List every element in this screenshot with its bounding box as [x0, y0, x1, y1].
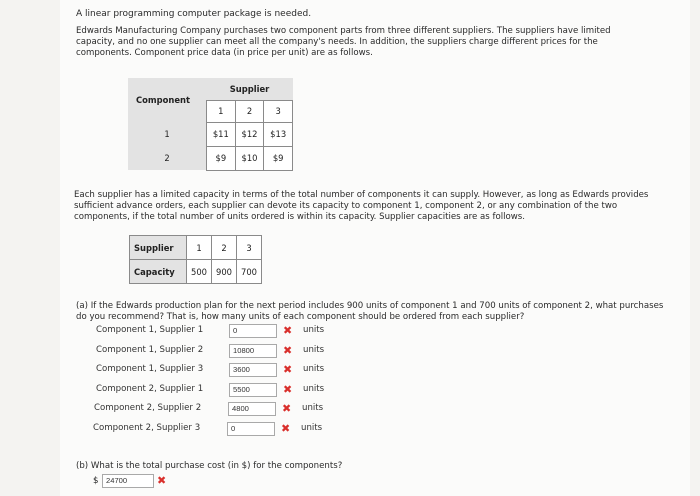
price-cell: $11: [207, 122, 236, 146]
answer-row-label: Component 1, Supplier 1: [96, 325, 204, 335]
part-b-question: (b) What is the total purchase cost (in $) for the components?: [76, 461, 343, 471]
incorrect-icon: ✖: [283, 344, 293, 357]
answer-input[interactable]: [228, 402, 276, 416]
capacity-value: 500: [187, 260, 212, 284]
component-row-label: 1: [128, 122, 207, 146]
price-cell: $9: [264, 146, 293, 170]
answer-input[interactable]: [229, 344, 277, 358]
currency-symbol: $: [93, 476, 99, 486]
incorrect-icon: ✖: [157, 474, 167, 487]
supplier-number: 1: [187, 236, 212, 260]
incorrect-icon: ✖: [283, 363, 293, 376]
component-header: Component: [128, 78, 207, 122]
total-cost-input[interactable]: [102, 474, 154, 488]
price-cell: $10: [235, 146, 264, 170]
units-label: units: [303, 325, 325, 335]
supplier-row-label: Supplier: [130, 236, 187, 260]
incorrect-icon: ✖: [282, 402, 292, 415]
supplier-number: 2: [212, 236, 237, 260]
answer-row-label: Component 2, Supplier 1: [96, 384, 204, 394]
problem-heading: A linear programming computer package is needed.: [76, 9, 312, 19]
supplier-col-header: 2: [235, 100, 264, 122]
price-cell: $13: [264, 122, 293, 146]
units-label: units: [303, 384, 325, 394]
units-label: units: [301, 423, 323, 433]
part-a-question: (a) If the Edwards production plan for the next period includes 900 units of component 1 and 700 units of component 2, what purchases do you recommend? That is, how many units of each component should be ordered from each supplier?: [76, 301, 664, 322]
answer-input[interactable]: [229, 363, 277, 377]
capacity-paragraph: Each supplier has a limited capacity in terms of the total number of components it can supply. However, as long as Edwards provides sufficient advance orders, each supplier can devote its capacity to component 1, component 2, or any combination of the two components, if the total number of units ordered is within its capacity. Supplier capacities are as follows.: [74, 190, 649, 222]
price-table: [128, 78, 293, 171]
supplier-header: Supplier: [207, 78, 293, 100]
capacity-table: [129, 235, 262, 284]
answer-row-label: Component 1, Supplier 2: [96, 345, 204, 355]
answer-input[interactable]: [229, 383, 277, 397]
answer-row-label: Component 2, Supplier 2: [94, 403, 202, 413]
incorrect-icon: ✖: [283, 383, 293, 396]
problem-intro: Edwards Manufacturing Company purchases two component parts from three different suppliers. The suppliers have limited capacity, and no one supplier can meet all the company's needs. In addition, the suppliers charge different prices for the components. Component price data (in price per unit) are as follows.: [76, 26, 611, 58]
supplier-col-header: 1: [207, 100, 236, 122]
incorrect-icon: ✖: [281, 422, 291, 435]
capacity-value: 900: [212, 260, 237, 284]
capacity-value: 700: [237, 260, 262, 284]
answer-row-label: Component 2, Supplier 3: [93, 423, 201, 433]
answer-input[interactable]: [227, 422, 275, 436]
incorrect-icon: ✖: [283, 324, 293, 337]
answer-input[interactable]: [229, 324, 277, 338]
price-cell: $12: [235, 122, 264, 146]
capacity-row-label: Capacity: [130, 260, 187, 284]
units-label: units: [303, 364, 325, 374]
supplier-col-header: 3: [264, 100, 293, 122]
price-cell: $9: [207, 146, 236, 170]
units-label: units: [303, 345, 325, 355]
units-label: units: [302, 403, 324, 413]
component-row-label: 2: [128, 146, 207, 170]
supplier-number: 3: [237, 236, 262, 260]
answer-row-label: Component 1, Supplier 3: [96, 364, 204, 374]
